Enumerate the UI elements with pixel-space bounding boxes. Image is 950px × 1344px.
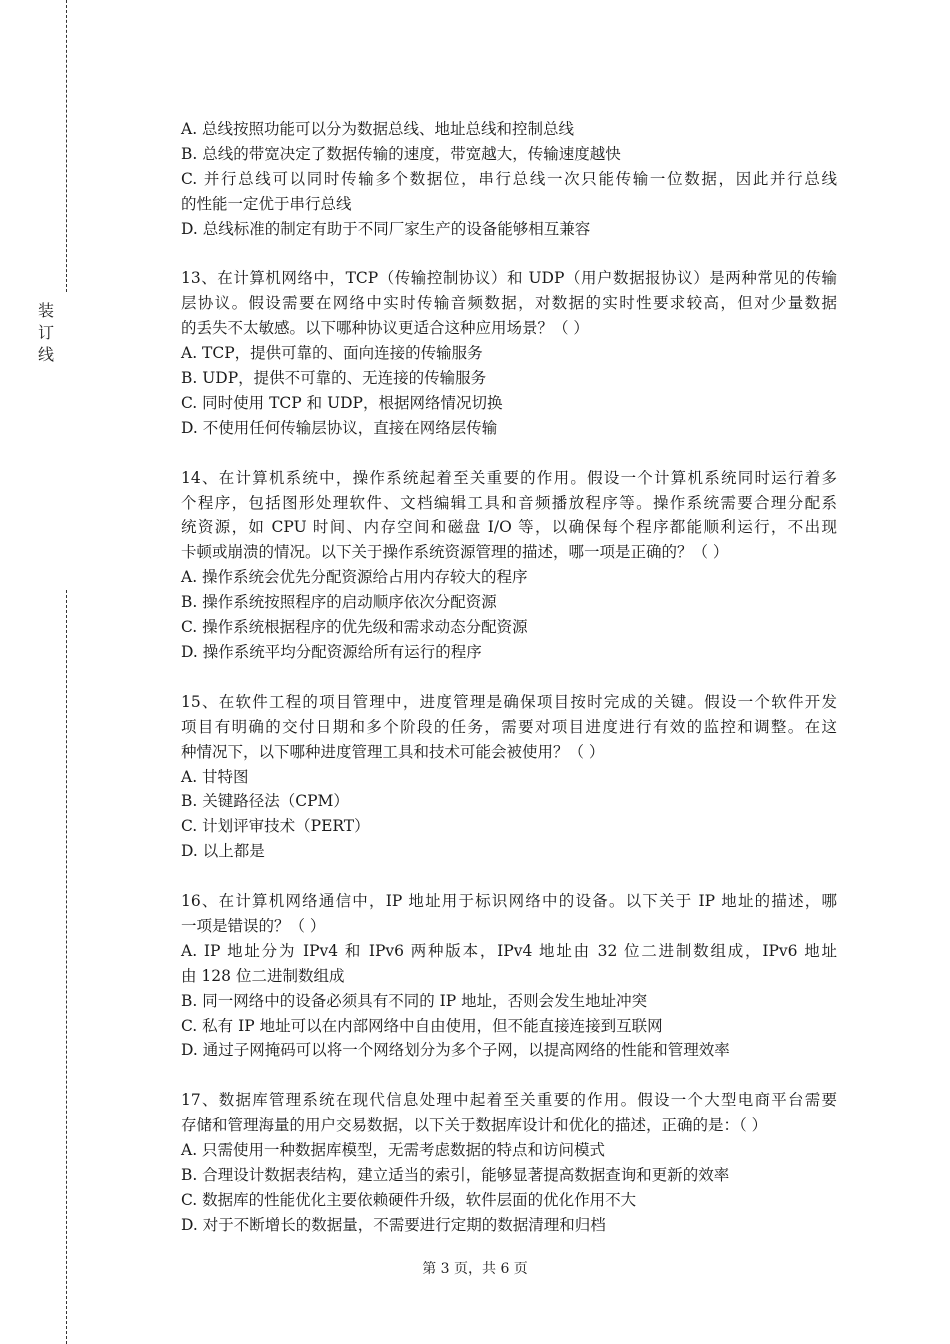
binding-label <box>36 300 56 366</box>
binding-dashed-line-top <box>66 0 67 292</box>
option-line: C. 并行总线可以同时传输多个数据位，串行总线一次只能传输一位数据，因此并行总线 <box>181 169 837 188</box>
option-line: A. TCP，提供可靠的、面向连接的传输服务 <box>181 344 483 363</box>
option-line: C. 计划评审技术（PERT） <box>181 817 370 836</box>
option-line: B. UDP，提供不可靠的、无连接的传输服务 <box>181 369 487 388</box>
question-stem-line: 13、在计算机网络中，TCP（传输控制协议）和 UDP（用户数据报协议）是两种常见的传输 <box>181 269 837 288</box>
option-line: A. 只需使用一种数据库模型，无需考虑数据的特点和访问模式 <box>181 1141 606 1160</box>
option-line: D. 总线标准的制定有助于不同厂家生产的设备能够相互兼容 <box>181 219 591 238</box>
option-line: A. 总线按照功能可以分为数据总线、地址总线和控制总线 <box>181 120 575 138</box>
question-stem-line: 17、数据库管理系统在现代信息处理中起着至关重要的作用。假设一个大型电商平台需要 <box>181 1091 837 1110</box>
question-stem-line: 种情况下，以下哪种进度管理工具和技术可能会被使用？（ ） <box>181 742 605 761</box>
binding-char: 订 <box>37 323 54 342</box>
question-stem-line: 14、在计算机系统中，操作系统起着至关重要的作用。假设一个计算机系统同时运行着多 <box>181 468 837 487</box>
binding-dashed-line-bottom <box>66 590 67 1344</box>
option-line: B. 操作系统按照程序的启动顺序依次分配资源 <box>181 593 497 612</box>
question-17 <box>181 1088 837 1237</box>
option-line: B. 关键路径法（CPM） <box>181 792 349 811</box>
exam-content <box>181 117 837 1238</box>
option-line: B. 同一网络中的设备必须具有不同的 IP 地址，否则会发生地址冲突 <box>181 991 648 1010</box>
question-stem-line: 层协议。假设需要在网络中实时传输音频数据，对数据的实时性要求较高，但对少量数据 <box>181 294 837 313</box>
question-stem-line: 一项是错误的？（ ） <box>181 916 326 935</box>
option-line: A. 操作系统会优先分配资源给占用内存较大的程序 <box>181 568 528 587</box>
option-line: C. 私有 IP 地址可以在内部网络中自由使用，但不能直接连接到互联网 <box>181 1016 663 1035</box>
option-line: D. 对于不断增长的数据量，不需要进行定期的数据清理和归档 <box>181 1215 606 1234</box>
question-14 <box>181 466 837 665</box>
page-footer: 第 3 页，共 6 页 <box>422 1261 528 1277</box>
option-line: C. 数据库的性能优化主要依赖硬件升级，软件层面的优化作用不大 <box>181 1190 637 1209</box>
option-line: D. 以上都是 <box>181 842 265 861</box>
option-line: A. IP 地址分为 IPv4 和 IPv6 两种版本，IPv4 地址由 32 位二进制数组成，IPv6 地址 <box>181 941 837 960</box>
option-line: B. 合理设计数据表结构，建立适当的索引，能够显著提高数据查询和更新的效率 <box>181 1165 730 1184</box>
binding-char: 装 <box>37 301 54 320</box>
option-line: C. 操作系统根据程序的优先级和需求动态分配资源 <box>181 618 528 637</box>
question-stem-line: 存储和管理海量的用户交易数据，以下关于数据库设计和优化的描述，正确的是：（ ） <box>181 1116 768 1135</box>
question-stem-line: 个程序，包括图形处理软件、文档编辑工具和音频播放程序等。操作系统需要合理分配系 <box>181 493 837 512</box>
question-stem-line: 卡顿或崩溃的情况。以下关于操作系统资源管理的描述，哪一项是正确的？（ ） <box>181 543 729 562</box>
option-line: A. 甘特图 <box>181 767 249 786</box>
question-stem-line: 统资源，如 CPU 时间、内存空间和磁盘 I/O 等，以确保每个程序都能顺利运行，不出现 <box>181 518 837 537</box>
question-15 <box>181 690 837 864</box>
option-line: D. 不使用任何传输层协议，直接在网络层传输 <box>181 418 498 437</box>
question-16 <box>181 889 837 1063</box>
binding-char: 线 <box>37 345 54 364</box>
option-line: C. 同时使用 TCP 和 UDP，根据网络情况切换 <box>181 393 503 412</box>
question-13 <box>181 266 837 440</box>
option-line: D. 通过子网掩码可以将一个网络划分为多个子网，以提高网络的性能和管理效率 <box>181 1041 730 1060</box>
question-12-options <box>181 117 837 242</box>
question-stem-line: 的丢失不太敏感。以下哪种协议更适合这种应用场景？（ ） <box>181 319 589 338</box>
question-stem-line: 15、在软件工程的项目管理中，进度管理是确保项目按时完成的关键。假设一个软件开发 <box>181 692 837 711</box>
option-line: 的性能一定优于串行总线 <box>181 194 352 213</box>
option-line: 由 128 位二进制数组成 <box>181 966 345 985</box>
option-line: B. 总线的带宽决定了数据传输的速度，带宽越大，传输速度越快 <box>181 144 621 163</box>
question-stem-line: 16、在计算机网络通信中，IP 地址用于标识网络中的设备。以下关于 IP 地址的描述，哪 <box>181 892 837 911</box>
option-line: D. 操作系统平均分配资源给所有运行的程序 <box>181 643 482 661</box>
question-stem-line: 项目有明确的交付日期和多个阶段的任务，需要对项目进度进行有效的监控和调整。在这 <box>181 717 837 736</box>
